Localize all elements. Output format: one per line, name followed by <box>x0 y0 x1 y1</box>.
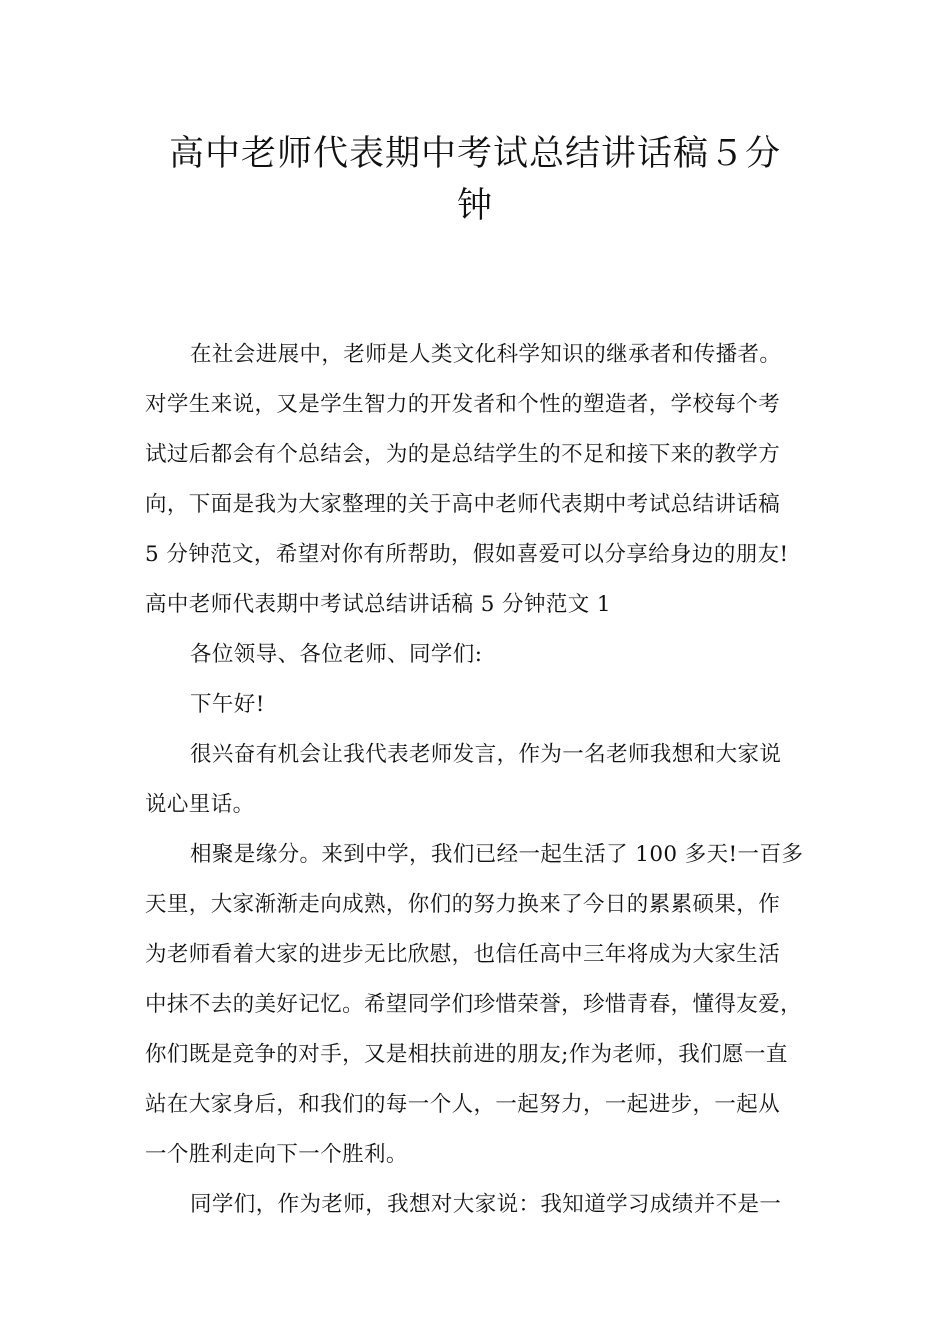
paragraph-line: 很兴奋有机会让我代表老师发言，作为一名老师我想和大家说 <box>190 742 782 767</box>
paragraph-line: 为老师看着大家的进步无比欣慰，也信任高中三年将成为大家生活 <box>145 942 781 967</box>
paragraph-line: 在社会进展中，老师是人类文化科学知识的继承者和传播者。 <box>190 342 782 367</box>
paragraph-line: 对学生来说，又是学生智力的开发者和个性的塑造者，学校每个考 <box>145 392 781 417</box>
paragraph-line: 你们既是竞争的对手，又是相扶前进的朋友;作为老师，我们愿一直 <box>145 1042 788 1067</box>
section-heading: 高中老师代表期中考试总结讲话稿 5 分钟范文 1 <box>145 592 611 617</box>
paragraph-line: 说心里话。 <box>145 792 255 817</box>
paragraph-line: 相聚是缘分。来到中学，我们已经一起生活了 100 多天!一百多 <box>190 842 804 867</box>
paragraph-line: 一个胜利走向下一个胜利。 <box>145 1142 408 1167</box>
paragraph-line: 天里，大家渐渐走向成熟，你们的努力换来了今日的累累硕果，作 <box>145 892 781 917</box>
title-line-1: 高中老师代表期中考试总结讲话稿５分 <box>168 134 781 174</box>
paragraph-line: 5 分钟范文，希望对你有所帮助，假如喜爱可以分享给身边的朋友! <box>145 542 789 567</box>
paragraph-line: 向，下面是我为大家整理的关于高中老师代表期中考试总结讲话稿 <box>145 492 781 517</box>
greeting: 下午好! <box>190 692 265 717</box>
title-line-2: 钟 <box>456 186 493 226</box>
paragraph-line: 同学们，作为老师，我想对大家说：我知道学习成绩并不是一 <box>190 1192 782 1217</box>
paragraph-line: 试过后都会有个总结会，为的是总结学生的不足和接下来的教学方 <box>145 442 781 467</box>
salutation: 各位领导、各位老师、同学们: <box>190 642 483 667</box>
document-title <box>120 128 830 232</box>
paragraph-line: 中抹不去的美好记忆。希望同学们珍惜荣誉，珍惜青春，懂得友爱， <box>145 992 803 1017</box>
paragraph-line: 站在大家身后，和我们的每一个人，一起努力，一起进步，一起从 <box>145 1092 781 1117</box>
